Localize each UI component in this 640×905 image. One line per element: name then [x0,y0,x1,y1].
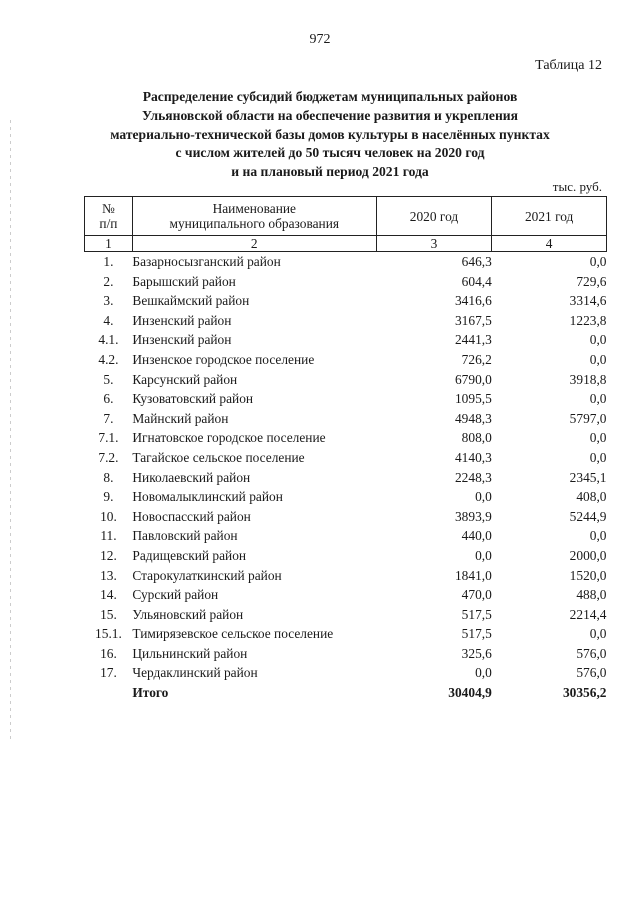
document-title [60,88,600,182]
table-header-row [85,197,607,236]
row-number: 7. [103,410,114,426]
table-row [85,526,607,546]
row-name: Кузоватовский район [132,391,254,407]
total-row [85,683,607,703]
row-value-2020: 0,0 [475,547,492,563]
row-value-2021: 5797,0 [569,410,607,426]
header-number [85,197,133,236]
row-value-2021: 2000,0 [569,547,607,563]
row-name: Новомалыклинский район [132,489,283,505]
page-number: 972 [309,32,331,47]
table-row [85,409,607,429]
row-value-2020: 4948,3 [454,410,492,426]
row-value-2021: 0,0 [589,254,607,269]
row-name: Инзенский район [132,312,232,328]
row-value-2021: 408,0 [576,489,607,505]
table-row [85,487,607,507]
row-value-2020: 3893,9 [454,508,492,524]
total-blank-cell [85,683,133,703]
table-row [85,605,607,625]
row-value-2020: 325,6 [461,645,492,661]
table-row [85,585,607,605]
table-row [85,663,607,683]
row-value-2021: 2214,4 [569,606,607,622]
row-value-2021: 3918,8 [569,371,607,387]
table-row [85,428,607,448]
row-value-2021: 488,0 [576,587,607,603]
row-value-2021: 1520,0 [569,567,607,583]
row-name: Новоспасский район [132,508,251,524]
row-value-2020: 1095,5 [454,391,492,407]
row-value-2021: 0,0 [589,332,607,348]
row-value-2021: 0,0 [589,430,607,446]
scan-edge-marks [10,120,11,740]
table-row [85,291,607,311]
table-row [85,252,607,272]
row-name: Павловский район [132,528,238,544]
row-number: 11. [100,528,117,544]
row-value-2020: 3167,5 [454,312,492,328]
header-name [132,197,376,236]
row-name: Цильнинский район [132,645,248,661]
table-row [85,350,607,370]
title-line: Ульяновской области на обеспечение развития и укрепления [142,107,518,123]
column-number: 2 [132,236,376,252]
table-body [85,252,607,703]
column-number-row [85,236,607,252]
row-value-2021: 0,0 [589,449,607,465]
row-value-2020: 2248,3 [454,469,492,485]
row-value-2020: 470,0 [461,587,492,603]
row-name: Радищевский район [132,547,247,563]
table-row [85,370,607,390]
header-number-line2: п/п [99,216,118,231]
row-number: 13. [100,567,117,583]
row-value-2021: 729,6 [576,273,607,289]
row-name: Базарносызганский район [132,254,281,269]
row-value-2020: 440,0 [461,528,492,544]
title-line: Распределение субсидий бюджетам муниципальных районов [142,89,518,104]
row-number: 14. [100,587,117,603]
row-name: Тагайское сельское поселение [132,449,305,465]
table-row [85,272,607,292]
row-value-2020: 646,3 [461,254,492,269]
row-number: 10. [100,508,117,524]
row-name: Барышский район [132,273,236,289]
row-value-2020: 808,0 [461,430,492,446]
row-value-2020: 517,5 [461,606,492,622]
row-value-2020: 1841,0 [454,567,492,583]
row-value-2021: 0,0 [589,528,607,544]
subsidy-table [84,196,607,703]
row-value-2021: 2345,1 [569,469,607,485]
total-value-2020: 30404,9 [448,685,492,701]
row-value-2020: 0,0 [475,489,492,505]
header-number-line1: № [102,201,115,216]
table-row [85,468,607,488]
row-value-2020: 726,2 [461,351,492,367]
table-row [85,330,607,350]
row-number: 4.1. [98,332,119,348]
header-name-line2: муниципального образования [169,216,340,231]
row-name: Игнатовское городское поселение [132,430,326,446]
row-name: Инзенское городское поселение [132,351,315,367]
row-number: 7.2. [98,449,119,465]
header-year-2021: 2021 год [492,197,607,236]
row-value-2021: 0,0 [589,626,607,642]
row-value-2020: 517,5 [461,626,492,642]
row-value-2021: 3314,6 [569,293,607,309]
row-value-2021: 0,0 [589,391,607,407]
row-value-2020: 3416,6 [454,293,492,309]
title-line: и на плановый период 2021 года [231,164,429,180]
row-value-2020: 2441,3 [454,332,492,348]
row-name: Тимирязевское сельское поселение [132,626,334,642]
table-row [85,507,607,527]
row-number: 2. [103,273,114,289]
row-number: 4. [103,312,114,328]
row-number: 6. [103,391,114,407]
units-label: тыс. руб. [552,179,602,194]
row-value-2020: 0,0 [475,665,492,681]
row-name: Николаевский район [132,469,251,485]
row-number: 17. [100,665,117,681]
row-value-2021: 0,0 [589,351,607,367]
column-number: 3 [376,236,492,252]
row-number: 8. [103,469,114,485]
table-row [85,624,607,644]
row-value-2021: 1223,8 [569,312,607,328]
table-number: Таблица 12 [535,58,602,73]
row-name: Вешкаймский район [132,293,250,309]
total-value-2021: 30356,2 [562,685,607,701]
row-name: Майнский район [132,410,229,426]
row-value-2021: 576,0 [576,665,607,681]
row-value-2020: 604,4 [461,273,492,289]
row-name: Инзенский район [132,332,232,348]
column-number: 4 [492,236,607,252]
table-row [85,448,607,468]
row-number: 3. [103,293,114,309]
row-number: 15.1. [95,626,122,642]
row-number: 7.1. [98,430,119,446]
row-number: 9. [103,489,114,505]
total-label: Итого [132,685,169,701]
table-row [85,389,607,409]
row-name: Сурский район [132,587,219,603]
row-number: 4.2. [98,351,119,367]
column-number: 1 [85,236,133,252]
row-name: Старокулаткинский район [132,567,282,583]
row-name: Карсунский район [132,371,238,387]
row-number: 15. [100,606,117,622]
row-name: Ульяновский район [132,606,244,622]
row-value-2020: 4140,3 [454,449,492,465]
row-number: 1. [103,254,114,269]
table-row [85,566,607,586]
row-name: Чердаклинский район [132,665,258,681]
title-line: материально-технической базы домов культуры в населённых пунктах [110,126,550,142]
row-value-2021: 576,0 [576,645,607,661]
title-line: с числом жителей до 50 тысяч человек на 2020 год [175,145,485,161]
table-row [85,546,607,566]
row-number: 5. [103,371,114,387]
row-number: 16. [100,645,117,661]
row-value-2021: 5244,9 [569,508,607,524]
row-number: 12. [100,547,117,563]
table-row [85,311,607,331]
header-name-line1: Наименование [212,201,296,216]
row-value-2020: 6790,0 [454,371,492,387]
header-year-2020: 2020 год [376,197,492,236]
table-row [85,644,607,664]
